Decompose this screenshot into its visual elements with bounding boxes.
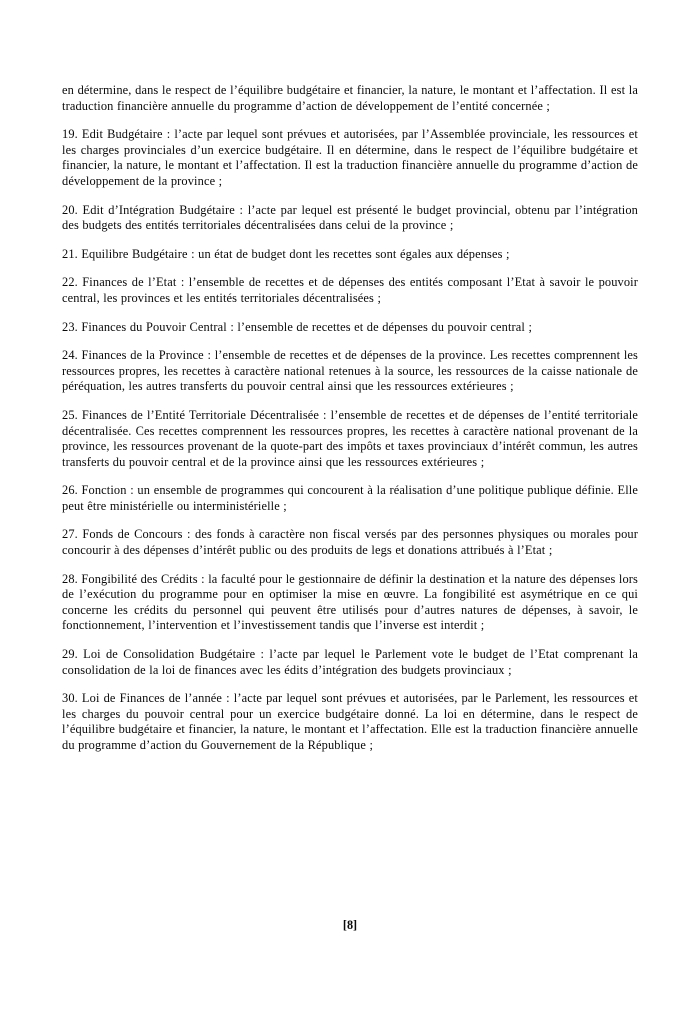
paragraph: 26. Fonction : un ensemble de programmes qui concourent à la réalisation d’une politique publique définie. Elle peut être ministérielle ou interministérielle ; [62,483,638,513]
paragraph: 29. Loi de Consolidation Budgétaire : l’acte par lequel le Parlement vote le budget de l’Etat comprenant la consolidation de la loi de finances avec les édits d’intégration des budgets provinciaux ; [62,647,638,677]
paragraph: 21. Equilibre Budgétaire : un état de budget dont les recettes sont égales aux dépenses ; [62,246,510,261]
page-number: [8] [342,918,358,932]
paragraph: 19. Edit Budgétaire : l’acte par lequel sont prévues et autorisées, par l’Assemblée provinciale, les ressources et les charges provinciales d’un exercice budgétaire. Il en détermine, dans le respect de l’équilibre budgétaire et financier, la nature, le montant et l’affectation. Il est la traduction financière annuelle du programme d’action de développement de la province ; [62,127,638,188]
paragraph: 22. Finances de l’Etat : l’ensemble de recettes et de dépenses des entités composant l’Etat à savoir le pouvoir central, les provinces et les entités territoriales décentralisées ; [62,275,638,305]
paragraph: en détermine, dans le respect de l’équilibre budgétaire et financier, la nature, le montant et l’affectation. Il est la traduction financière annuelle du programme d’action de développement de l’entité concernée ; [62,83,638,113]
document-body [62,83,638,754]
paragraph: 25. Finances de l’Entité Territoriale Décentralisée : l’ensemble de recettes et de dépenses de l’entité territoriale décentralisée. Ces recettes comprennent les ressources propres, les recettes à caractère national provenant de la province, les ressources provenant de la quote-part des impôts et taxes provinciaux d’intérêt commun, les autres transferts du pouvoir central et de la province ainsi que les ressources extérieures ; [62,407,638,469]
paragraph: 24. Finances de la Province : l’ensemble de recettes et de dépenses de la province. Les recettes comprennent les ressources propres, les recettes à caractère national retenues à la source, les ressources de la caisse nationale de péréquation, les autres transferts du pouvoir central ainsi que les ressources extérieures ; [62,348,638,394]
paragraph: 30. Loi de Finances de l’année : l’acte par lequel sont prévues et autorisées, par le Parlement, les ressources et les charges du pouvoir central pour un exercice budgétaire donné. La loi en détermine, dans le respect de l’équilibre budgétaire et financier, la nature, le montant et l’affectation. Elle est la traduction financière annuelle du programme d’action du Gouvernement de la République ; [62,691,638,752]
paragraph: 28. Fongibilité des Crédits : la faculté pour le gestionnaire de définir la destination et la nature des dépenses lors de l’exécution du programme pour en optimiser la mise en œuvre. La fongibilité est asymétrique en ce qui concerne les crédits du personnel qui peuvent être utilisés pour d’autres natures de dépenses, à savoir, le fonctionnement, l’intervention et l’investissement tandis que l’inverse est interdit ; [62,571,638,633]
paragraph: 23. Finances du Pouvoir Central : l’ensemble de recettes et de dépenses du pouvoir central ; [62,319,533,334]
paragraph: 20. Edit d’Intégration Budgétaire : l’acte par lequel est présenté le budget provincial, obtenu par l’intégration des budgets des entités territoriales décentralisées dans celui de la province ; [62,202,638,233]
paragraph: 27. Fonds de Concours : des fonds à caractère non fiscal versés par des personnes physiques ou morales pour concourir à des dépenses d’intérêt public ou des produits de legs et donations attribués à l’Etat ; [62,527,638,558]
